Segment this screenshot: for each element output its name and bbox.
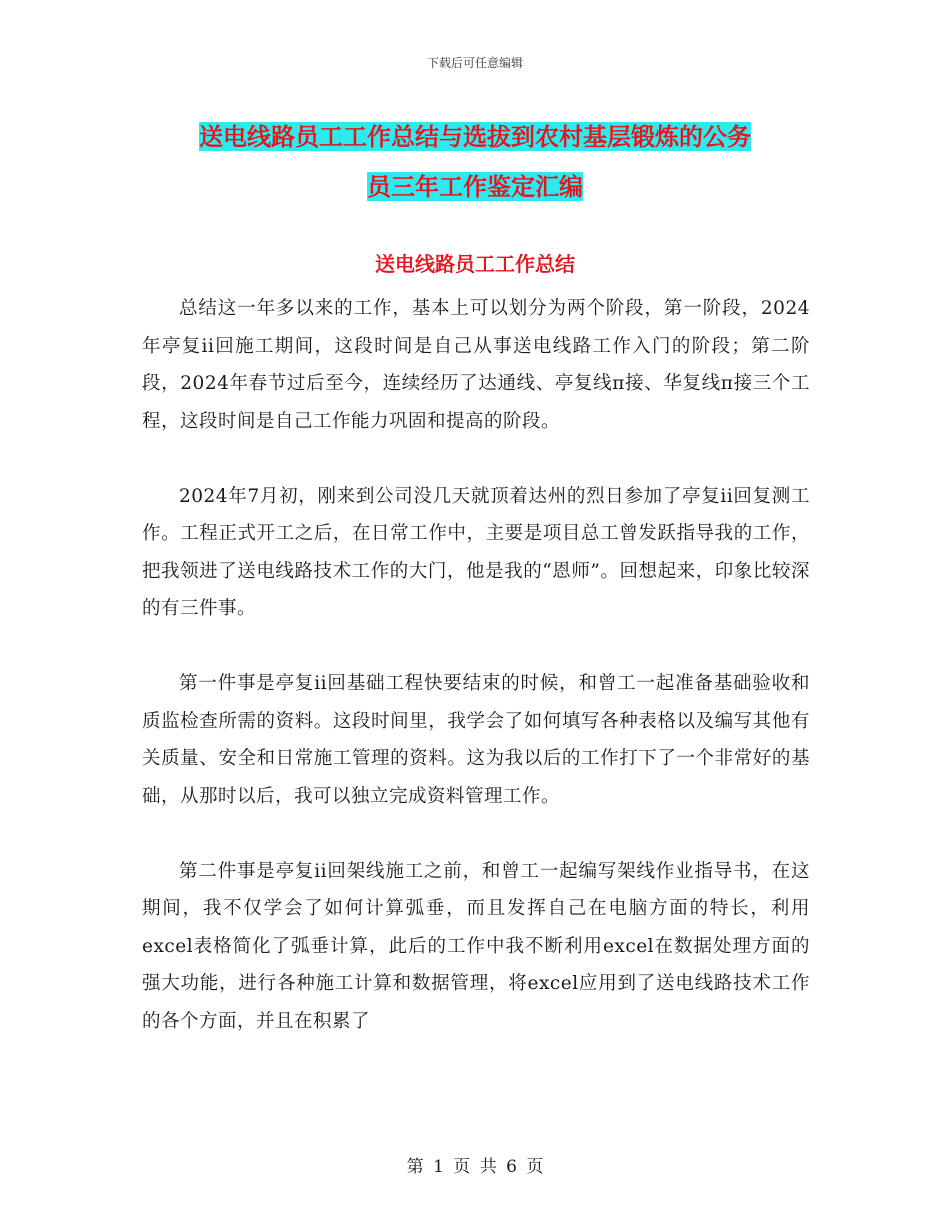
section-title: 送电线路员工工作总结 (375, 252, 575, 276)
body-text (142, 290, 810, 1078)
paragraph-3: 第一件事是亭复ii回基础工程快要结束的时候，和曾工一起准备基础验收和质监检查所需的资料。这段时间里，我学会了如何填写各种表格以及编写其他有关质量、安全和日常施工管理的资料。这为我以后的工作打下了一个非常好的基础，从那时以后，我可以独立完成资料管理工作。 (142, 673, 810, 807)
paragraph-1: 总结这一年多以来的工作，基本上可以划分为两个阶段，第一阶段，2024年亭复ii回施工期间，这段时间是自己从事送电线路工作入门的阶段；第二阶段，2024年春节过后至今，连续经历了达通线、亭复线π接、华复线π接三个工程，这段时间是自己工作能力巩固和提高的阶段。 (142, 298, 810, 432)
paragraph-4: 第二件事是亭复ii回架线施工之前，和曾工一起编写架线作业指导书，在这期间，我不仅学会了如何计算弧垂，而且发挥自己在电脑方面的特长，利用excel表格简化了弧垂计算，此后的工作中我不断利用excel在数据处理方面的强大功能，进行各种施工计算和数据管理，将excel应用到了送电线路技术工作的各个方面，并且在积累了 (142, 860, 810, 1032)
paragraph-2: 2024年7月初，刚来到公司没几天就顶着达州的烈日参加了亭复ii回复测工作。工程正式开工之后，在日常工作中，主要是项目总工曾发跃指导我的工作，把我领进了送电线路技术工作的大门，他是我的“恩师”。回想起来，印象比较深的有三件事。 (142, 485, 810, 619)
document-title-line-2: 员三年工作鉴定汇编 (367, 172, 583, 201)
document-title (140, 112, 810, 212)
header-note: 下载后可任意编辑 (426, 56, 523, 70)
document-title-line-1: 送电线路员工工作总结与选拔到农村基层锻炼的公务 (199, 122, 751, 151)
page-number-footer: 第 1 页 共 6 页 (406, 1157, 544, 1177)
